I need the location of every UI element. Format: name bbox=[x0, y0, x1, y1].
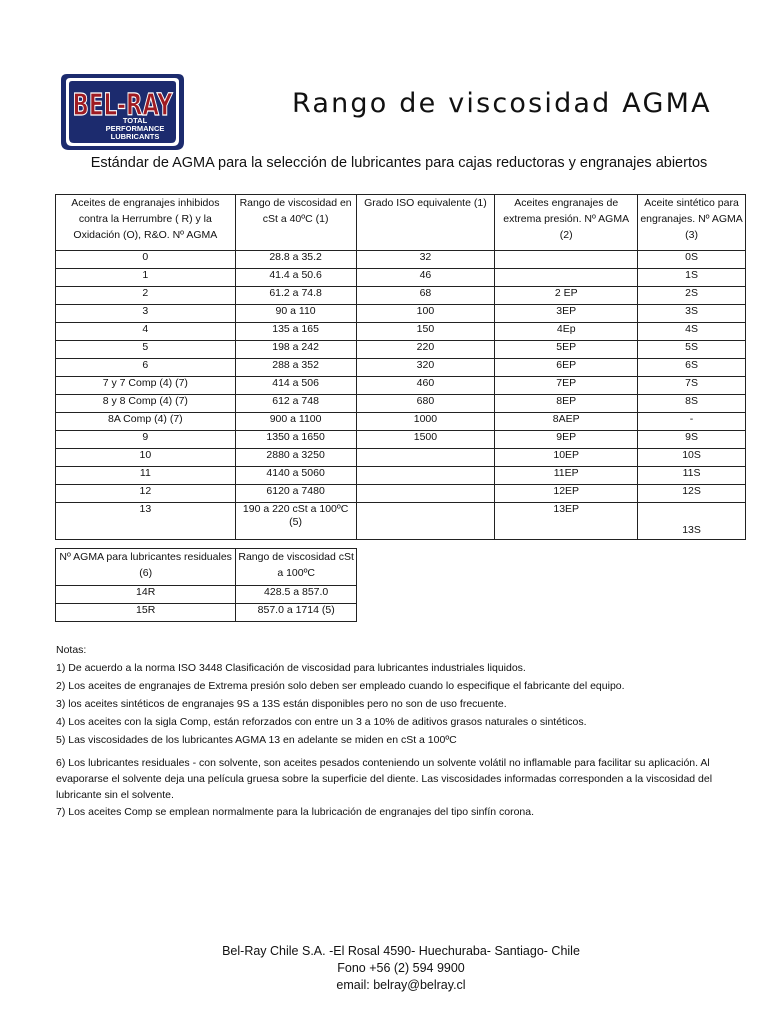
table-cell: 2880 a 3250 bbox=[235, 449, 356, 467]
table-cell: 1000 bbox=[356, 413, 495, 431]
header-viscosity-100c: Rango de viscosidad cSt a 100ºC bbox=[236, 549, 357, 586]
table-cell: 8AEP bbox=[495, 413, 638, 431]
table-cell: 10 bbox=[56, 449, 236, 467]
table-cell: 10S bbox=[638, 449, 746, 467]
table-cell: 14R bbox=[56, 586, 236, 604]
table-cell: 100 bbox=[356, 305, 495, 323]
table-cell: 13 bbox=[56, 503, 236, 540]
agma-viscosity-table bbox=[55, 194, 746, 540]
header-ep-agma: Aceites engranajes de extrema presión. Nº AGMA (2) bbox=[495, 195, 638, 251]
table-cell: 3EP bbox=[495, 305, 638, 323]
table-row bbox=[56, 305, 746, 323]
table-row bbox=[56, 431, 746, 449]
table-row bbox=[56, 377, 746, 395]
table-cell: 15R bbox=[56, 604, 236, 622]
table-row bbox=[56, 323, 746, 341]
table-cell: 1S bbox=[638, 269, 746, 287]
table-cell: 320 bbox=[356, 359, 495, 377]
table-cell: 414 a 506 bbox=[235, 377, 356, 395]
table-cell: - bbox=[638, 413, 746, 431]
note-6: 6) Los lubricantes residuales - con solvente, son aceites pesados conteniendo un solvente volátil no inflamable para facilitar su aplicación. Al evaporarse el solvente deja una película gruesa sobre la superficie del diente. Las viscosidades informadas corresponden a la viscosidad del lubricante sin el solvente. bbox=[56, 757, 713, 801]
table-header-row bbox=[56, 195, 746, 251]
table-cell: 857.0 a 1714 (5) bbox=[236, 604, 357, 622]
table-cell: 4S bbox=[638, 323, 746, 341]
table-cell: 2 EP bbox=[495, 287, 638, 305]
table-cell: 1 bbox=[56, 269, 236, 287]
table-cell: 6EP bbox=[495, 359, 638, 377]
table-cell: 7S bbox=[638, 377, 746, 395]
table-cell: 5EP bbox=[495, 341, 638, 359]
table-row bbox=[56, 269, 746, 287]
table-cell: 8 y 8 Comp (4) (7) bbox=[56, 395, 236, 413]
header-viscosity-40c: Rango de viscosidad en cSt a 40ºC (1) bbox=[235, 195, 356, 251]
table-cell: 90 a 110 bbox=[235, 305, 356, 323]
note-3: 3) los aceites sintéticos de engranajes 9S a 13S están disponibles pero no son de uso frecuente. bbox=[56, 698, 507, 710]
footer-address: Bel-Ray Chile S.A. -El Rosal 4590- Huechuraba- Santiago- Chile bbox=[222, 944, 580, 958]
table-cell bbox=[356, 449, 495, 467]
header-ro-agma: Aceites de engranajes inhibidos contra la Herrumbre ( R) y la Oxidación (O), R&O. Nº AGMA bbox=[56, 195, 236, 251]
note-4: 4) Los aceites con la sigla Comp, están reforzados con entre un 3 a 10% de aditivos grasos naturales o sintéticos. bbox=[56, 716, 587, 728]
table-cell: 5S bbox=[638, 341, 746, 359]
table-cell: 12EP bbox=[495, 485, 638, 503]
residual-lubricants-table bbox=[55, 548, 357, 622]
logo-line-performance: PERFORMANCE bbox=[105, 124, 165, 133]
table-cell: 150 bbox=[356, 323, 495, 341]
table-cell: 41.4 a 50.6 bbox=[235, 269, 356, 287]
table-cell: 428.5 a 857.0 bbox=[236, 586, 357, 604]
footer-phone: Fono +56 (2) 594 9900 bbox=[337, 961, 465, 975]
logo-line-lubricants: LUBRICANTS bbox=[110, 132, 160, 141]
table-row bbox=[56, 251, 746, 269]
table-cell: 198 a 242 bbox=[235, 341, 356, 359]
table-cell: 4 bbox=[56, 323, 236, 341]
table-cell: 9S bbox=[638, 431, 746, 449]
table-row bbox=[56, 395, 746, 413]
header-iso-grade: Grado ISO equivalente (1) bbox=[356, 195, 495, 251]
table-row bbox=[56, 503, 746, 540]
table-cell: 46 bbox=[356, 269, 495, 287]
table-cell: 2S bbox=[638, 287, 746, 305]
table-cell: 288 a 352 bbox=[235, 359, 356, 377]
table-cell: 8S bbox=[638, 395, 746, 413]
table-cell: 8A Comp (4) (7) bbox=[56, 413, 236, 431]
note-5: 5) Las viscosidades de los lubricantes AGMA 13 en adelante se miden en cSt a 100ºC bbox=[56, 734, 457, 746]
table-cell: 13S bbox=[638, 503, 746, 540]
table-row bbox=[56, 449, 746, 467]
table-cell: 8EP bbox=[495, 395, 638, 413]
note-2: 2) Los aceites de engranajes de Extrema presión solo deben ser empleado cuando lo especifique el fabricante del equipo. bbox=[56, 680, 625, 692]
table-cell: 7EP bbox=[495, 377, 638, 395]
logo-brand-text: BEL-RAY bbox=[72, 88, 174, 123]
footer-email: email: belray@belray.cl bbox=[336, 978, 466, 992]
table-cell: 5 bbox=[56, 341, 236, 359]
table-cell bbox=[356, 467, 495, 485]
table-cell: 680 bbox=[356, 395, 495, 413]
table-header-row bbox=[56, 549, 357, 586]
table-cell: 4140 a 5060 bbox=[235, 467, 356, 485]
table-cell: 0 bbox=[56, 251, 236, 269]
table-row bbox=[56, 604, 357, 622]
note-7: 7) Los aceites Comp se emplean normalmente para la lubricación de engranajes del tipo sinfín corona. bbox=[56, 806, 535, 818]
table-cell: 190 a 220 cSt a 100ºC (5) bbox=[235, 503, 356, 540]
table-cell: 4Ep bbox=[495, 323, 638, 341]
table-cell: 28.8 a 35.2 bbox=[235, 251, 356, 269]
table-cell: 3S bbox=[638, 305, 746, 323]
table-cell: 900 a 1100 bbox=[235, 413, 356, 431]
table-row bbox=[56, 467, 746, 485]
table-cell: 13EP bbox=[495, 503, 638, 540]
table-cell: 0S bbox=[638, 251, 746, 269]
table-cell: 6 bbox=[56, 359, 236, 377]
note-1: 1) De acuerdo a la norma ISO 3448 Clasificación de viscosidad para lubricantes industriales liquidos. bbox=[56, 662, 526, 674]
notes-section bbox=[56, 641, 746, 821]
table-cell: 6S bbox=[638, 359, 746, 377]
table-cell: 32 bbox=[356, 251, 495, 269]
footer bbox=[0, 943, 768, 994]
table-row bbox=[56, 287, 746, 305]
table-cell bbox=[356, 485, 495, 503]
table-cell bbox=[495, 269, 638, 287]
table-cell: 11 bbox=[56, 467, 236, 485]
table-cell: 220 bbox=[356, 341, 495, 359]
table-cell bbox=[356, 503, 495, 540]
table-row bbox=[56, 341, 746, 359]
table-cell: 1500 bbox=[356, 431, 495, 449]
table-cell: 12 bbox=[56, 485, 236, 503]
table-row bbox=[56, 586, 357, 604]
table-row bbox=[56, 359, 746, 377]
table-cell: 9EP bbox=[495, 431, 638, 449]
table-cell: 135 a 165 bbox=[235, 323, 356, 341]
table-cell: 6120 a 7480 bbox=[235, 485, 356, 503]
table-cell: 9 bbox=[56, 431, 236, 449]
table-cell: 1350 a 1650 bbox=[235, 431, 356, 449]
page-subtitle: Estándar de AGMA para la selección de lubricantes para cajas reductoras y engranajes abiertos bbox=[90, 155, 708, 171]
table-cell: 2 bbox=[56, 287, 236, 305]
table-cell: 3 bbox=[56, 305, 236, 323]
table-row bbox=[56, 485, 746, 503]
logo-line-total: TOTAL bbox=[122, 116, 148, 125]
header-residual-agma: Nº AGMA para lubricantes residuales (6) bbox=[56, 549, 236, 586]
page-title: Rango de viscosidad AGMA bbox=[292, 88, 712, 119]
table-cell: 12S bbox=[638, 485, 746, 503]
table-row bbox=[56, 413, 746, 431]
table-cell: 11S bbox=[638, 467, 746, 485]
table-cell: 11EP bbox=[495, 467, 638, 485]
table-cell: 612 a 748 bbox=[235, 395, 356, 413]
table-cell: 10EP bbox=[495, 449, 638, 467]
table-cell: 7 y 7 Comp (4) (7) bbox=[56, 377, 236, 395]
belray-logo bbox=[57, 72, 188, 152]
table-cell bbox=[495, 251, 638, 269]
table-cell: 460 bbox=[356, 377, 495, 395]
table-cell: 68 bbox=[356, 287, 495, 305]
table-cell: 61.2 a 74.8 bbox=[235, 287, 356, 305]
header-synthetic-agma: Aceite sintético para engranajes. Nº AGMA (3) bbox=[638, 195, 746, 251]
notes-heading: Notas: bbox=[56, 644, 87, 656]
